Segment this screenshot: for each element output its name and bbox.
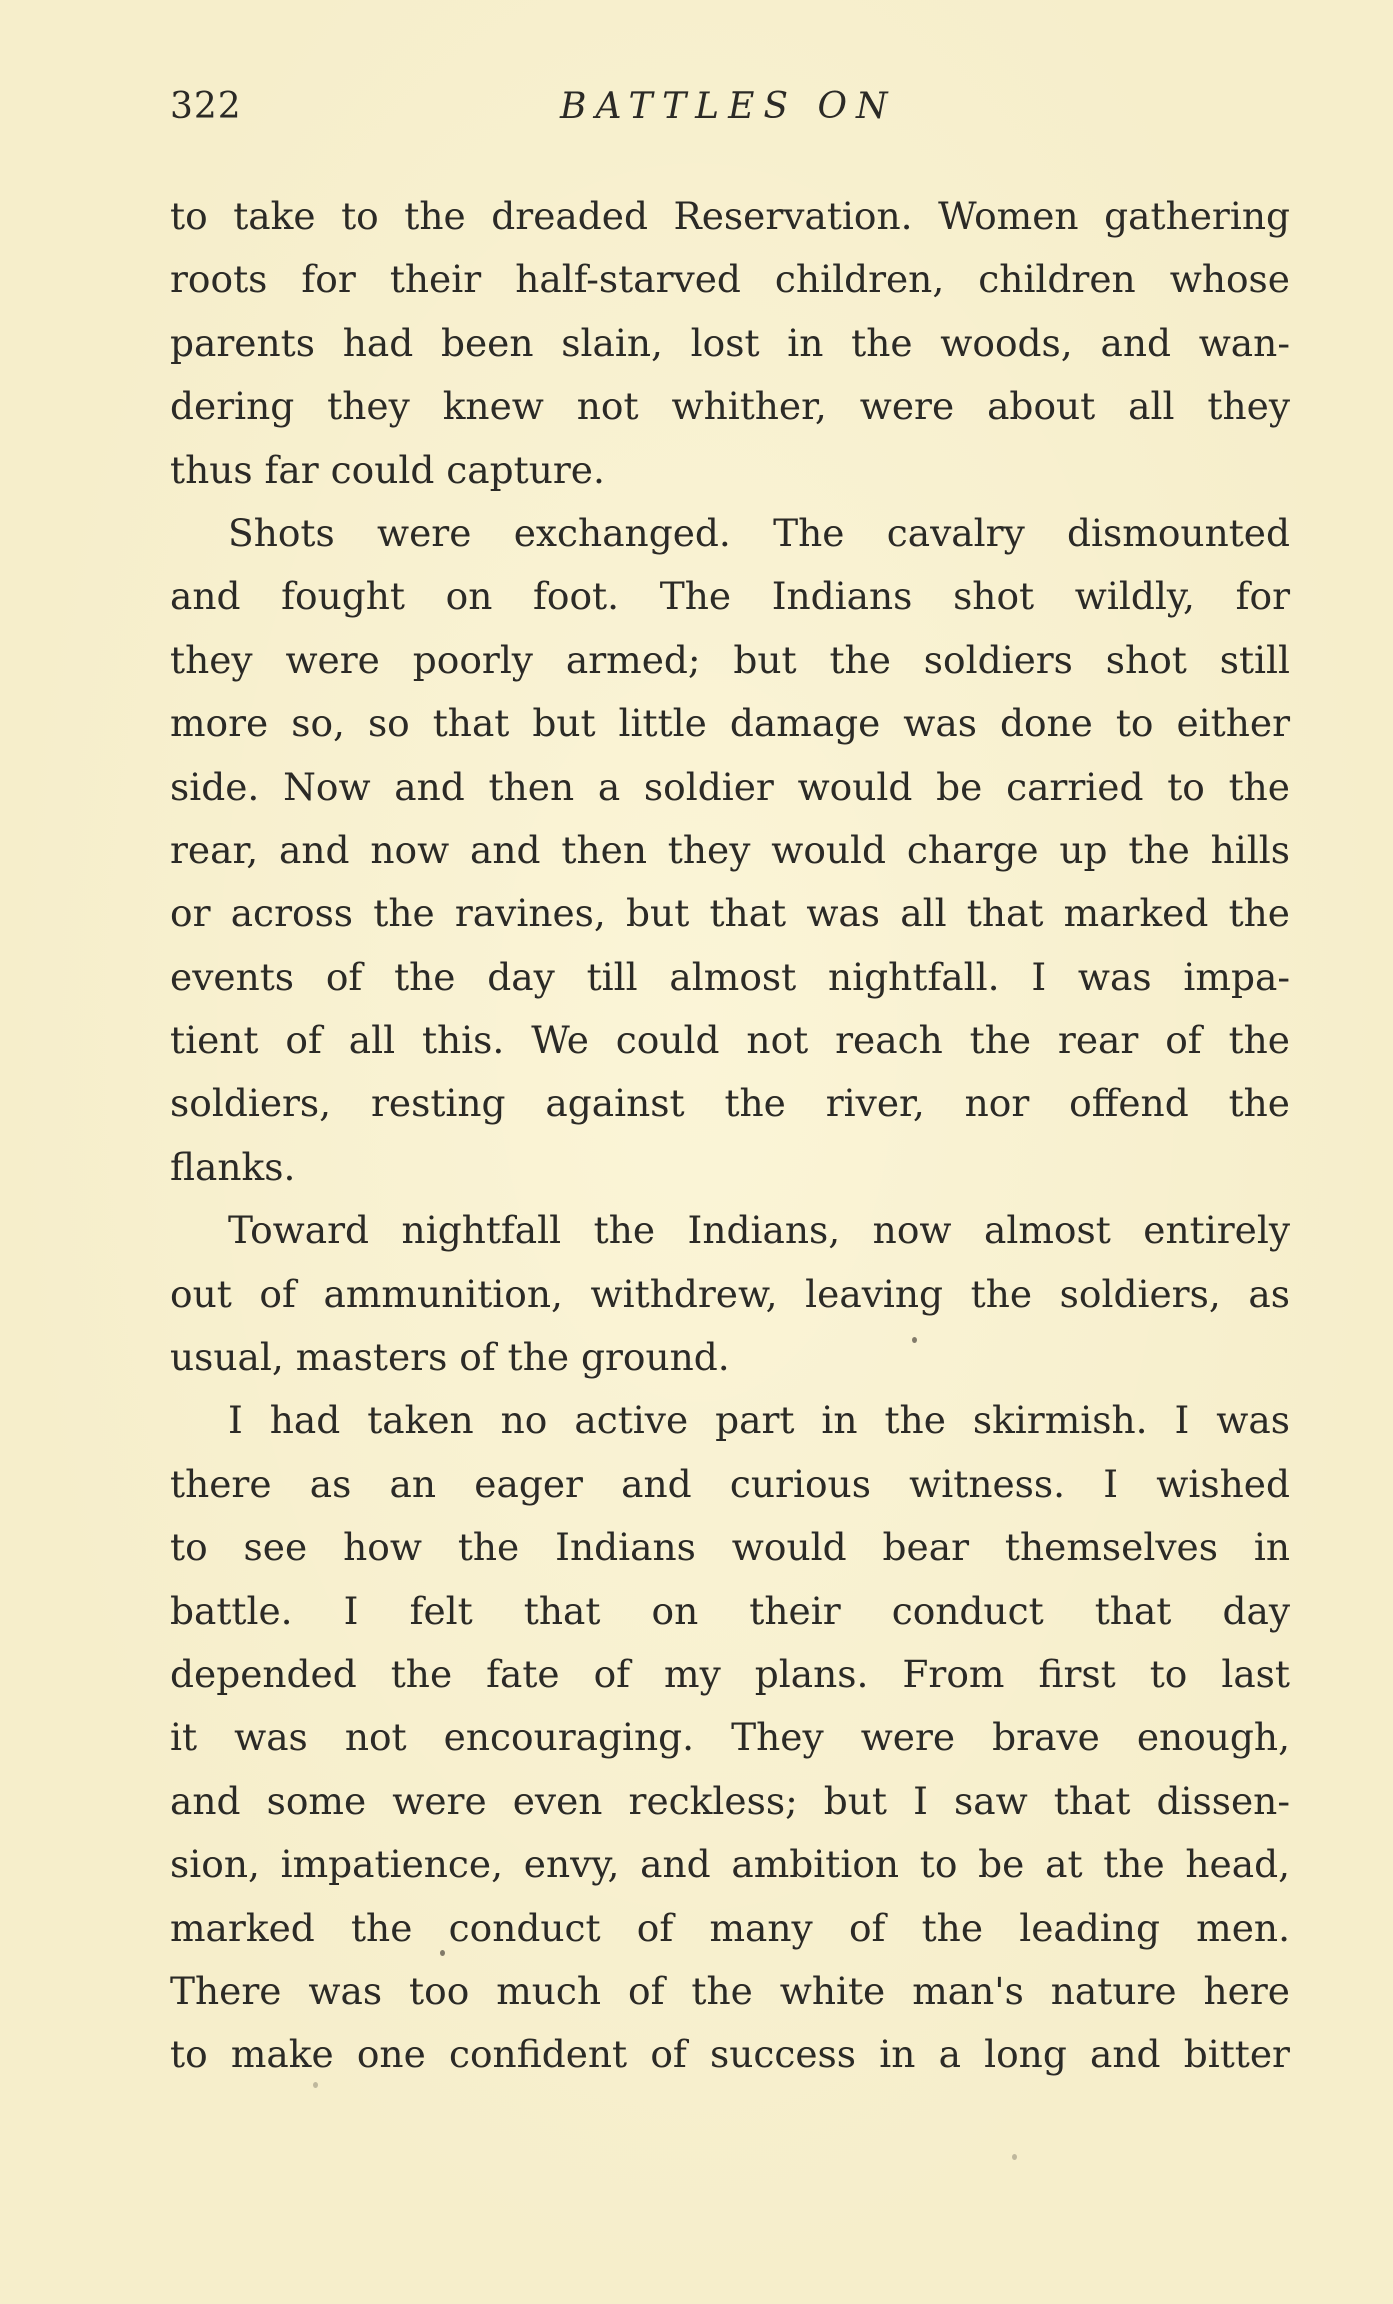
text-line: marked the conduct of many of the leading men. <box>170 1905 1290 1950</box>
text-line: and fought on foot. The Indians shot wildly, for <box>170 574 1290 619</box>
text-line: and some were even reckless; but I saw that dissen- <box>170 1778 1290 1823</box>
text-line: events of the day till almost nightfall. I was impa- <box>170 954 1290 999</box>
text-line: sion, impatience, envy, and ambition to be at the head, <box>170 1842 1290 1887</box>
text-line: it was not encouraging. They were brave enough, <box>170 1715 1290 1760</box>
text-line: side. Now and then a soldier would be carried to the <box>170 764 1290 809</box>
text-line: they were poorly armed; but the soldiers shot still <box>170 637 1290 682</box>
text-line: roots for their half-starved children, children whose <box>170 257 1290 302</box>
text-line: or across the ravines, but that was all that marked the <box>170 891 1290 936</box>
text-line: flanks. <box>170 1144 296 1189</box>
running-title: BATTLES ON <box>560 86 897 127</box>
ink-speck <box>1012 2154 1017 2160</box>
text-line: soldiers, resting against the river, nor offend the <box>170 1081 1290 1126</box>
paragraph-start-line: Shots were exchanged. The cavalry dismounted <box>228 510 1290 555</box>
text-line: dering they knew not whither, were about all they <box>170 384 1290 429</box>
running-head <box>170 86 1290 146</box>
ink-speck <box>440 1950 445 1956</box>
text-line: out of ammunition, withdrew, leaving the soldiers, as <box>170 1271 1290 1316</box>
ink-speck <box>313 2082 318 2088</box>
text-line: more so, so that but little damage was done to either <box>170 701 1290 746</box>
paragraph-start-line: I had taken no active part in the skirmish. I was <box>228 1398 1290 1443</box>
text-line: rear, and now and then they would charge up the hills <box>170 827 1290 872</box>
body-text <box>170 185 1290 2087</box>
text-line: depended the fate of my plans. From first to last <box>170 1651 1290 1696</box>
text-line: to see how the Indians would bear themselves in <box>170 1525 1290 1570</box>
text-line: to make one confident of success in a long and bitter <box>170 2032 1290 2077</box>
page-number: 322 <box>170 86 242 127</box>
text-line: thus far could capture. <box>170 447 605 492</box>
text-line: usual, masters of the ground. <box>170 1335 730 1380</box>
ink-speck <box>912 1337 917 1343</box>
text-line: There was too much of the white man's nature here <box>170 1968 1290 2013</box>
text-line: parents had been slain, lost in the woods, and wan- <box>170 320 1290 365</box>
text-line: there as an eager and curious witness. I wished <box>170 1461 1290 1506</box>
text-line: battle. I felt that on their conduct that day <box>170 1588 1290 1633</box>
text-line: tient of all this. We could not reach the rear of the <box>170 1018 1290 1063</box>
paragraph-start-line: Toward nightfall the Indians, now almost entirely <box>228 1208 1290 1253</box>
text-line: to take to the dreaded Reservation. Women gathering <box>170 194 1290 238</box>
